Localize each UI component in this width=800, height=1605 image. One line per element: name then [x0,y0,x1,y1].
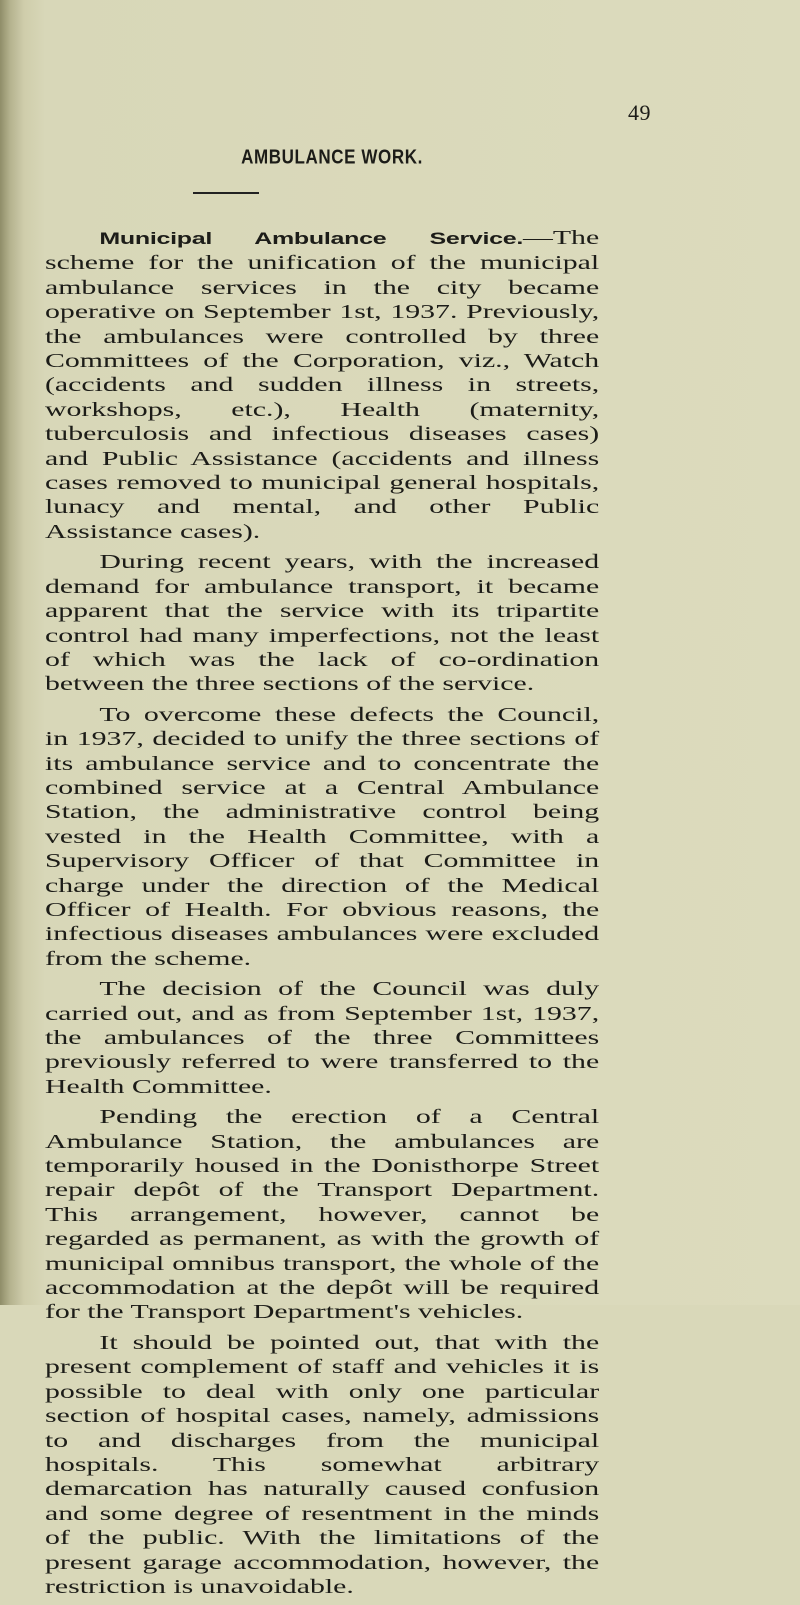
paragraph-3: To overcome these defects the Council, in 1937, decided to unify the three sections of its ambulance service and to concentrate the combined service at a Central Ambulance Station, the administrative control being vested in the Health Committee, with a Supervisory Officer of that Committee in charge under the direction of the Medical Officer of Health. For obvious reasons, the infectious diseases ambulances were excluded from the scheme. [45,703,600,970]
body-text [45,226,600,1605]
section-title: AMBULANCE WORK. [241,146,423,169]
paragraph-lead-heading: Municipal Ambulance Service. [99,229,524,248]
page-number: 49 [628,100,651,125]
text-column [45,226,601,1599]
paragraph-1 [45,226,599,544]
paragraph-5: Pending the erection of a Central Ambulance Station, the ambulances are temporarily housed in the Donisthorpe Street repair depôt of the Transport Department. This arrangement, however, cannot be regarded as permanent, as with the growth of municipal omnibus transport, the whole of the accommodation at the depôt will be required for the Transport Department's vehicles. [45,1106,600,1324]
title-rule-divider [193,192,259,194]
paragraph-6: It should be pointed out, that with the present complement of staff and vehicles it is possible to deal with only one particular section of hospital cases, namely, admissions to and discharges from the municipal hospitals. This somewhat arbitrary demarcation has naturally caused confusion and some degree of resentment in the minds of the public. With the limitations of the present garage accommodation, however, the restriction is unavoidable. [45,1331,600,1598]
paragraph-2: During recent years, with the increased demand for ambulance transport, it became apparent that the service with its tripartite control had many imperfections, not the least of which was the lack of co-ordination between the three sections of the service. [45,551,600,696]
paragraph-4: The decision of the Council was duly carried out, and as from September 1st, 1937, the ambulances of the three Committees previously referred to were transferred to the Health Committee. [45,978,600,1098]
paragraph-text: —The scheme for the unification of the municipal ambulance services in the city became operative on September 1st, 1937. Previously, the ambulances were controlled by three Committees of the Corporation, viz., Watch (accidents and sudden illness in streets, workshops, etc.), Health (maternity, tuberculosis and infectious diseases cases) and Public Assistance (accidents and illness cases removed to municipal general hospitals, lunacy and mental, and other Public Assistance cases). [45,227,600,543]
